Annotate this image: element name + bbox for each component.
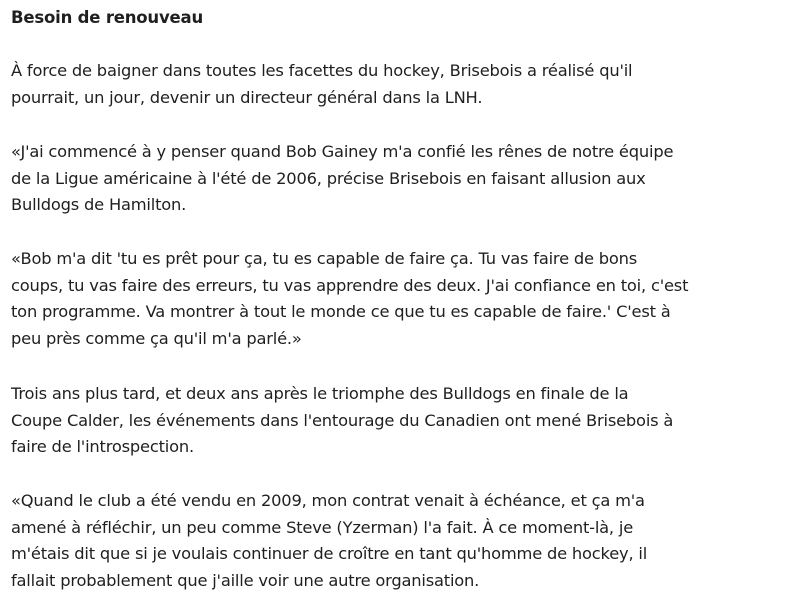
paragraph-line: Coupe Calder, les événements dans l'entourage du Canadien ont mené Brisebois à: [11, 410, 674, 430]
paragraph-line: fallait probablement que j'aille voir une autre organisation.: [11, 570, 480, 590]
paragraph-line: ton programme. Va montrer à tout le monde ce que tu es capable de faire.' C'est à: [11, 302, 671, 322]
paragraph-2: [11, 139, 673, 219]
paragraph-line: Bulldogs de Hamilton.: [11, 195, 187, 215]
paragraph-line: À force de baigner dans toutes les facettes du hockey, Brisebois a réalisé qu'il: [11, 61, 633, 80]
paragraph-1: [11, 58, 632, 111]
paragraph-5: [11, 488, 647, 594]
paragraph-line: «Quand le club a été vendu en 2009, mon contrat venait à échéance, et ça m'a: [11, 491, 645, 510]
paragraph-line: amené à réfléchir, un peu comme Steve (Yzerman) l'a fait. À ce moment-là, je: [11, 517, 634, 537]
section-heading: Besoin de renouveau: [11, 8, 204, 27]
paragraph-line: «J'ai commencé à y penser quand Bob Gainey m'a confié les rênes de notre équipe: [11, 142, 674, 161]
paragraph-line: faire de l'introspection.: [11, 437, 194, 457]
paragraph-line: pourrait, un jour, devenir un directeur général dans la LNH.: [11, 87, 483, 107]
paragraph-line: coups, tu vas faire des erreurs, tu vas apprendre des deux. J'ai confiance en toi, c'est: [11, 275, 689, 295]
paragraph-line: m'étais dit que si je voulais continuer de croître en tant qu'homme de hockey, il: [11, 544, 648, 564]
paragraph-line: peu près comme ça qu'il m'a parlé.»: [11, 328, 302, 348]
paragraph-4: [11, 381, 673, 461]
article-body: [11, 0, 781, 590]
paragraph-line: de la Ligue américaine à l'été de 2006, précise Brisebois en faisant allusion aux: [11, 168, 646, 188]
paragraph-line: Trois ans plus tard, et deux ans après le triomphe des Bulldogs en finale de la: [11, 384, 629, 403]
paragraph-line: «Bob m'a dit 'tu es prêt pour ça, tu es capable de faire ça. Tu vas faire de bons: [11, 249, 638, 268]
paragraph-3: [11, 246, 688, 352]
